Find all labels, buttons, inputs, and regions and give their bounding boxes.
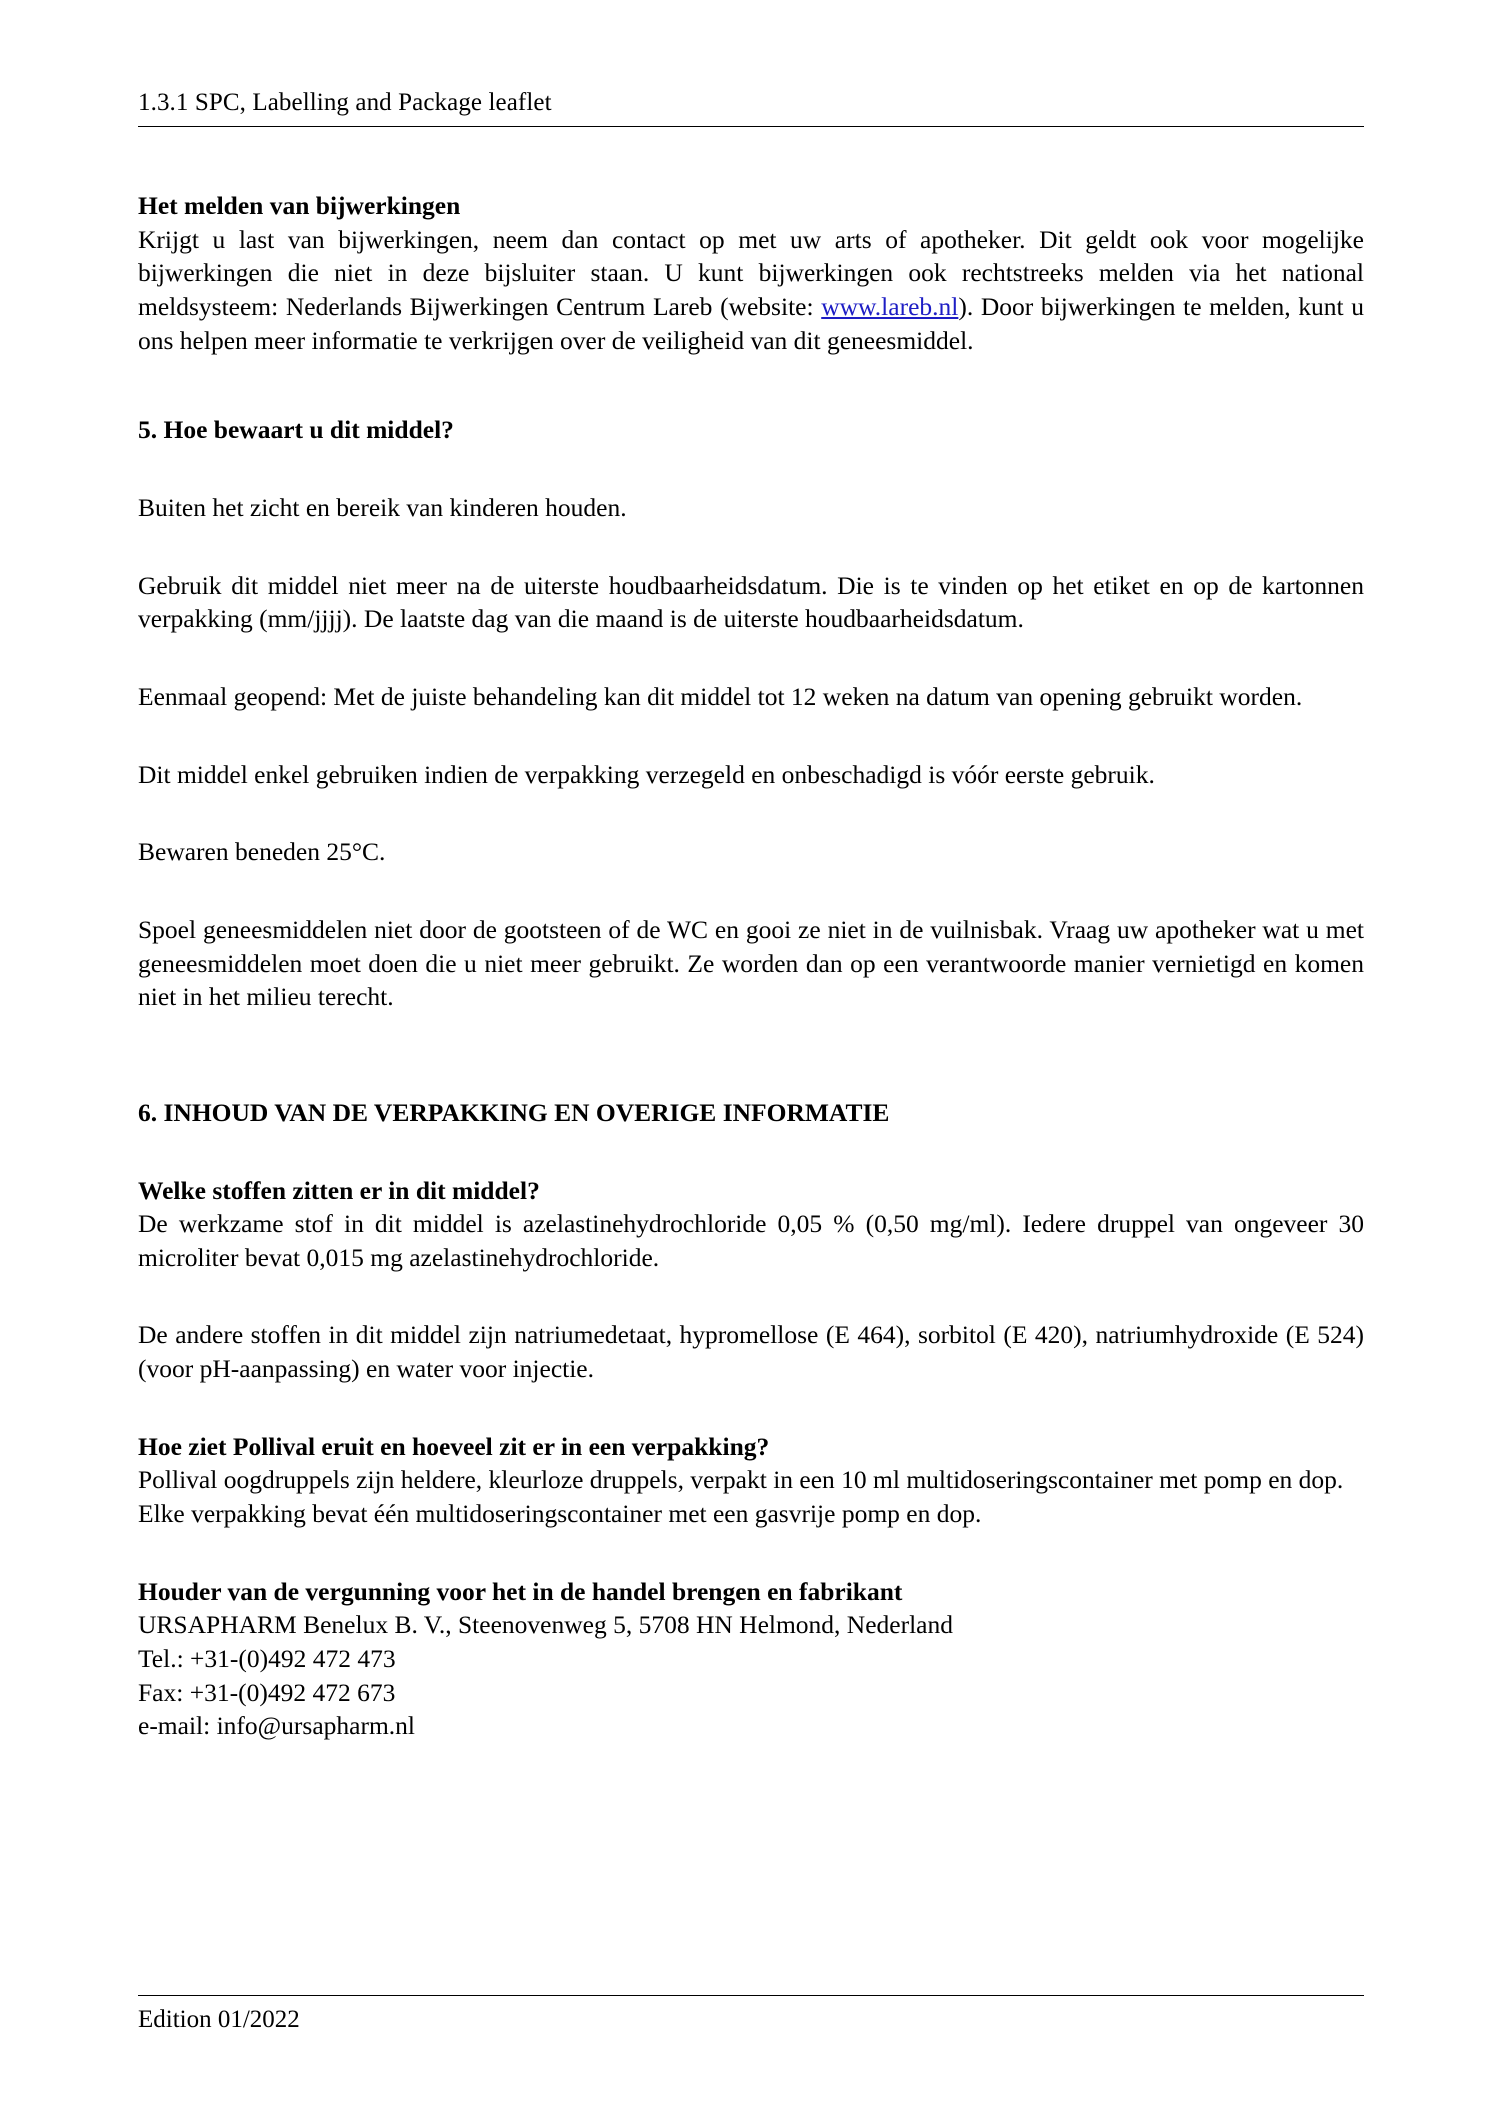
manufacturer-telephone: Tel.: +31-(0)492 472 473	[138, 1644, 396, 1674]
spacer	[138, 1531, 1364, 1575]
spacer	[138, 1014, 1364, 1070]
footer-edition: Edition 01/2022	[138, 2006, 300, 2033]
spacer	[138, 1386, 1364, 1430]
spacer	[138, 714, 1364, 758]
section-6-sub3-heading: Houder van de vergunning voor het in de handel brengen en fabrikant	[138, 1576, 903, 1606]
section-6-sub2-heading: Hoe ziet Pollival eruit en hoeveel zit er in een verpakking?	[138, 1431, 770, 1461]
adverse-reporting-text-after-link: ). Door bijwerkingen te melden, kunt u ons helpen meer informatie te verkrijgen over de veiligheid van dit geneesmiddel.	[138, 291, 1364, 355]
spacer	[138, 1130, 1364, 1174]
manufacturer-address: URSAPHARM Benelux B. V., Steenovenweg 5, 5708 HN Helmond, Nederland	[138, 1610, 954, 1640]
marketing-authorisation-block	[138, 1575, 1364, 1743]
spacer	[138, 357, 1364, 413]
page-header	[138, 0, 1364, 127]
section-5-paragraph-3: Eenmaal geopend: Met de juiste behandeling kan dit middel tot 12 weken na datum van opening gebruikt worden.	[138, 681, 1303, 711]
lareb-website-link[interactable]: www.lareb.nl	[821, 291, 959, 321]
spacer	[138, 1070, 1364, 1096]
section-6-sub1-paragraph-1: De werkzame stof in dit middel is azelastinehydrochloride 0,05 % (0,50 mg/ml). Iedere druppel van ongeveer 30 microliter bevat 0,015 mg azelastinehydrochloride.	[138, 1209, 1364, 1272]
section-6-heading: 6. INHOUD VAN DE VERPAKKING EN OVERIGE INFORMATIE	[138, 1097, 890, 1127]
spacer	[138, 1274, 1364, 1318]
section-5-heading: 5. Hoe bewaart u dit middel?	[138, 415, 454, 445]
section-6-sub2-paragraph-1: Pollival oogdruppels zijn heldere, kleurloze druppels, verpakt in een 10 ml multidoseringscontainer met pomp en dop.	[138, 1465, 1344, 1495]
section-5-paragraph-1: Buiten het zicht en bereik van kinderen houden.	[138, 492, 627, 522]
section-6-sub1-paragraph-2: De andere stoffen in dit middel zijn natriumedetaat, hypromellose (E 464), sorbitol (E 420), natriumhydroxide (E 524) (voor pH-aanpassing) en water voor injectie.	[138, 1320, 1364, 1384]
section-6-sub1-heading: Welke stoffen zitten er in dit middel?	[138, 1175, 540, 1205]
manufacturer-fax: Fax: +31-(0)492 472 673	[138, 1677, 396, 1707]
section-5-paragraph-2: Gebruik dit middel niet meer na de uiterste houdbaarheidsdatum. Die is te vinden op het etiket en op de kartonnen verpakking (mm/jjjj). De laatste dag van die maand is de uiterste houdbaarheidsdatum.	[138, 570, 1364, 634]
spacer	[138, 636, 1364, 680]
section-5-paragraph-4: Dit middel enkel gebruiken indien de verpakking verzegeld en onbeschadigd is vóór eerste gebruik.	[138, 759, 1155, 789]
document-body	[138, 127, 1364, 1743]
header-title: 1.3.1 SPC, Labelling and Package leaflet	[138, 89, 552, 116]
adverse-reporting-text-before-link: Krijgt u last van bijwerkingen, neem dan contact op met uw arts of apotheker. Dit geldt ook voor mogelijke bijwerkingen die niet in deze bijsluiter staan. U kunt bijwerkingen ook rechtstreeks melden via het national meldsysteem: Nederlands Bijwerkingen Centrum Lareb (website:	[138, 224, 1364, 321]
spacer	[138, 525, 1364, 569]
spacer	[138, 791, 1364, 835]
section-5-paragraph-6: Spoel geneesmiddelen niet door de gootsteen of de WC en gooi ze niet in de vuilnisbak. Vraag uw apotheker wat u met geneesmiddelen moet doen die u niet meer gebruikt. Ze worden dan op een verantwoorde manier vernietigd en komen niet in het milieu terecht.	[138, 914, 1364, 1012]
page-footer	[138, 1995, 1364, 2034]
adverse-reporting-heading: Het melden van bijwerkingen	[138, 191, 461, 220]
section-5-paragraph-5: Bewaren beneden 25°C.	[138, 837, 386, 867]
adverse-reporting-paragraph	[138, 223, 1364, 358]
spacer	[138, 869, 1364, 913]
spacer	[138, 447, 1364, 491]
manufacturer-email: e-mail: info@ursapharm.nl	[138, 1711, 415, 1741]
section-6-sub2-paragraph-2: Elke verpakking bevat één multidoseringscontainer met een gasvrije pomp en dop.	[138, 1499, 982, 1529]
